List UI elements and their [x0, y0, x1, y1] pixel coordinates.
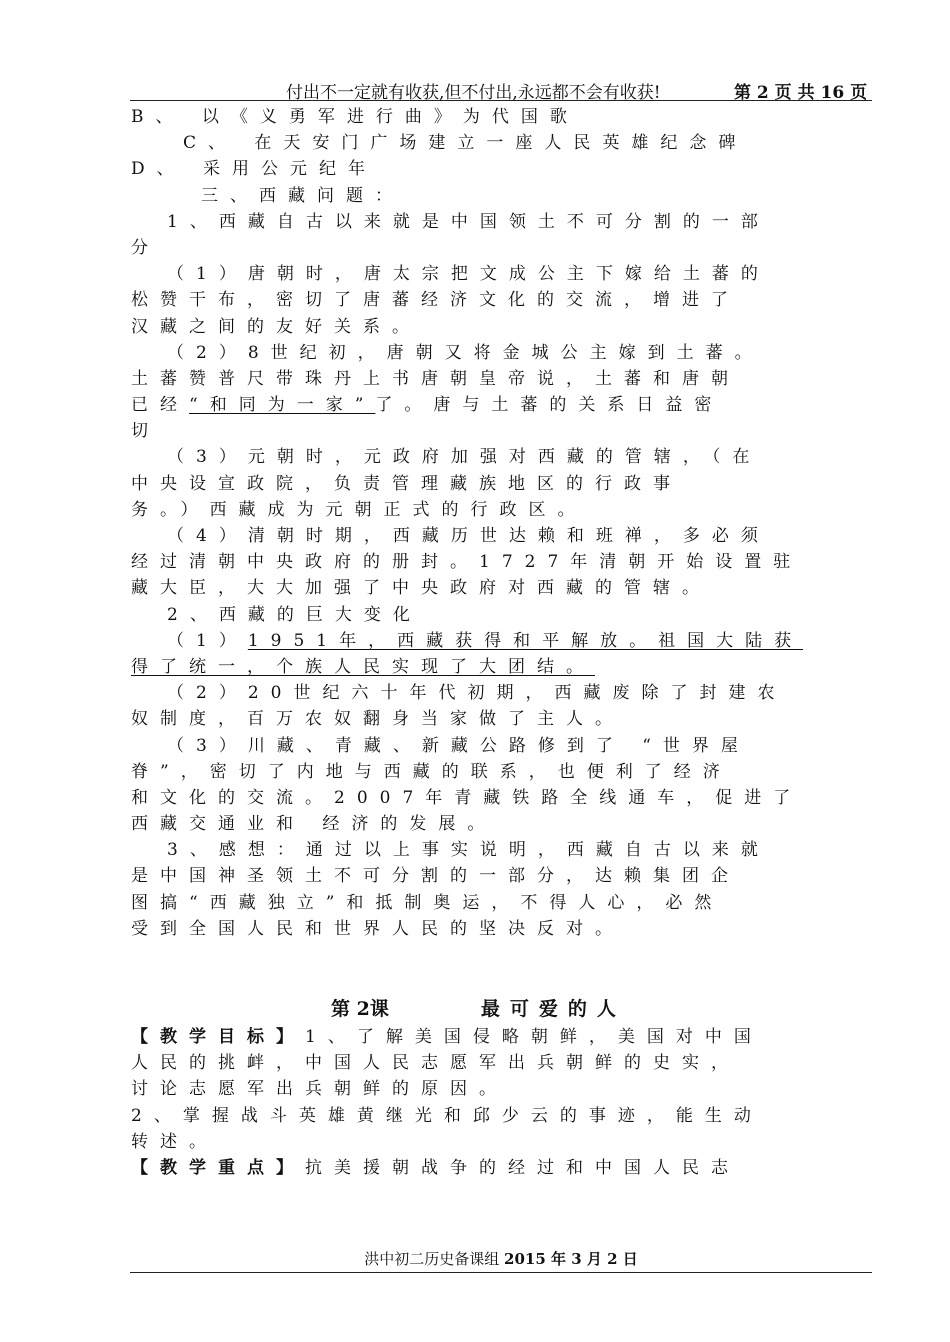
text-segment: 已经: [131, 395, 189, 416]
text-segment: （1）: [167, 630, 248, 651]
footer-date: 2015 年 3 月 2 日: [504, 1250, 638, 1268]
text-line: （3）元朝时，元政府加强对西藏的管辖，（在: [167, 447, 762, 468]
text-line: 脊”，密切了内地与西藏的联系，也便利了经济: [131, 761, 732, 782]
text-line: 汉藏之间的友好关系。: [131, 316, 421, 337]
text-line: （1）唐朝时，唐太宗把文成公主下嫁给土蕃的: [167, 264, 770, 285]
text-line: 西藏交通业和 经济的发展。: [131, 814, 497, 835]
text-line: 和文化的交流。2007年青藏铁路全线通车，促进了: [131, 787, 803, 808]
page-header: [130, 78, 872, 101]
underlined-line: 得了统一，个族人民实现了大团结。: [131, 656, 595, 677]
text-line: （4）清朝时期，西藏历世达赖和班禅，多必须: [167, 526, 770, 546]
text-line: 松赞干布，密切了唐蕃经济文化的交流，增进了: [131, 290, 740, 311]
text-segment: 了。唐与土蕃的关系日益密: [375, 395, 724, 416]
text-line: 切: [131, 421, 160, 442]
text-line: C、 在天安门广场建立一座人民英雄纪念碑: [183, 133, 748, 154]
text-line: 经过清朝中央政府的册封。1727年清朝开始设置驻: [131, 552, 803, 573]
text-line: D、 采用公元纪年: [131, 159, 378, 180]
text-line: 中央设宣政院，负责管理藏族地区的行政事: [131, 473, 682, 494]
lesson-title: [131, 994, 859, 1024]
document-body: [131, 104, 859, 1181]
text-line: B、 以《义勇军进行曲》为代国歌: [131, 107, 579, 127]
text-line: （2）20世纪六十年代初期，西藏废除了封建农: [167, 683, 787, 704]
text-line: 人民的挑衅，中国人民志愿军出兵朝鲜的史实，: [131, 1053, 740, 1074]
objectives-label: 【教学目标】: [131, 1027, 305, 1047]
spacer: [131, 942, 859, 994]
header-motto: 付出不一定就有收获,但不付出,永远都不会有收获!: [286, 83, 661, 103]
text-line: 分: [131, 237, 160, 258]
text-line: 藏大臣，大大加强了中央政府对西藏的管辖。: [131, 578, 711, 599]
text-line: 是中国神圣领土不可分割的一部分，达赖集团企: [131, 866, 740, 887]
text-line: [131, 628, 859, 654]
text-line: 转述。: [131, 1131, 218, 1152]
lesson-number: 第 2课: [331, 998, 389, 1020]
lesson-name: 最可爱的人: [480, 998, 626, 1020]
text-line: 讨论志愿军出兵朝鲜的原因。: [131, 1079, 508, 1100]
text-line: 受到全国人民和世界人民的坚决反对。: [131, 918, 624, 939]
page-footer: [130, 1248, 872, 1273]
text-line: [131, 1024, 859, 1050]
text-line: 3、感想：通过以上事实说明，西藏自古以来就: [167, 840, 770, 861]
text-line: 土蕃赞普尺带珠丹上书唐朝皇帝说，土蕃和唐朝: [131, 368, 740, 389]
text-line: 务。）西藏成为元朝正式的行政区。: [131, 499, 587, 520]
footer-group: 洪中初二历史备课组: [364, 1250, 500, 1268]
text-segment: 1、了解美国侵略朝鲜，美国对中国: [305, 1027, 763, 1047]
text-line: [131, 1155, 859, 1181]
focus-label: 【教学重点】: [131, 1157, 305, 1178]
text-line: 2、掌握战斗英雄黄继光和邱少云的事迹，能生动: [131, 1105, 763, 1126]
text-line: 奴制度，百万农奴翻身当家做了主人。: [131, 709, 624, 730]
underlined-phrase: 1951年，西藏获得和平解放。祖国大陆获: [247, 630, 804, 651]
text-line: 图搞“西藏独立”和抵制奥运，不得人心，必然: [131, 892, 724, 913]
section-heading: 三、西藏问题：: [201, 185, 404, 206]
section-heading: 2、西藏的巨大变化: [167, 604, 422, 625]
text-line: 1、西藏自古以来就是中国领土不可分割的一部: [167, 211, 770, 232]
text-line: [131, 392, 859, 418]
text-line: （3）川藏、青藏、新藏公路修到了 “世界屋: [167, 735, 750, 756]
underlined-phrase: “和同为一家”: [189, 395, 376, 416]
page-number: 第 2 页 共 16 页: [734, 83, 868, 103]
text-segment: 抗美援朝战争的经过和中国人民志: [305, 1157, 740, 1178]
text-line: （2）8世纪初，唐朝又将金城公主嫁到土蕃。: [167, 342, 764, 363]
